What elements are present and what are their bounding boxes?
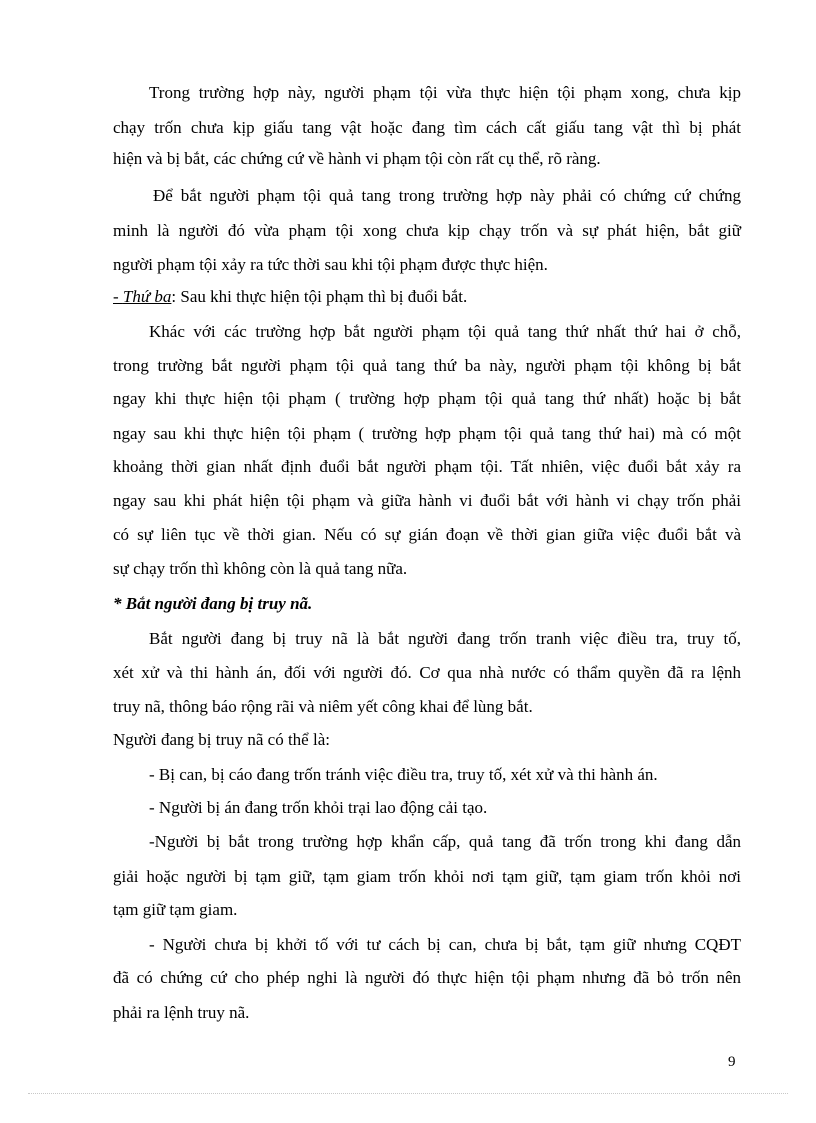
text-line bbox=[113, 286, 741, 308]
text-line: người phạm tội xảy ra tức thời sau khi tội phạm được thực hiện. bbox=[113, 255, 548, 274]
text-line: - Bị can, bị cáo đang trốn tránh việc điều tra, truy tố, xét xử và thi hành án. bbox=[149, 765, 658, 784]
text-line: tạm giữ tạm giam. bbox=[113, 900, 238, 919]
text-line: Trong trường hợp này, người phạm tội vừa thực hiện tội phạm xong, chưa kịp bbox=[149, 83, 741, 102]
text-line: ngay sau khi thực hiện tội phạm ( trường hợp phạm tội quả tang thứ hai) mà có một bbox=[113, 424, 741, 443]
text-line: Để bắt người phạm tội quả tang trong trường hợp này phải có chứng cứ chứng bbox=[153, 186, 741, 205]
text-line: Người đang bị truy nã có thể là: bbox=[113, 730, 330, 749]
text-line: minh là người đó vừa phạm tội xong chưa kịp chạy trốn và sự phát hiện, bắt giữ bbox=[113, 221, 741, 240]
list-prefix: - bbox=[113, 287, 123, 306]
text-line: trong trường bắt người phạm tội quả tang thứ ba này, người phạm tội không bị bắt bbox=[113, 356, 741, 375]
footer-divider bbox=[28, 1093, 788, 1094]
text-line: Khác với các trường hợp bắt người phạm tội quả tang thứ nhất thứ hai ở chỗ, bbox=[149, 322, 741, 341]
text-line: ngay sau khi phát hiện tội phạm và giữa hành vi đuổi bắt với hành vi chạy trốn phải bbox=[113, 491, 741, 510]
text-line: Bắt người đang bị truy nã là bắt người đang trốn tranh việc điều tra, truy tố, bbox=[149, 629, 741, 648]
text-line: chạy trốn chưa kịp giấu tang vật hoặc đang tìm cách cất giấu tang vật thì bị phát bbox=[113, 118, 741, 137]
section-heading: * Bắt người đang bị truy nã. bbox=[113, 594, 313, 613]
text-line: - Người bị án đang trốn khỏi trại lao động cải tạo. bbox=[149, 798, 488, 817]
text-line: ngay khi thực hiện tội phạm ( trường hợp phạm tội quả tang thứ nhất) hoặc bị bắt bbox=[113, 389, 741, 408]
text-line: giải hoặc người bị tạm giữ, tạm giam trốn khỏi nơi tạm giữ, tạm giam trốn khỏi nơi bbox=[113, 867, 741, 886]
text-line: sự chạy trốn thì không còn là quả tang nữa. bbox=[113, 559, 408, 578]
text-line: khoảng thời gian nhất định đuổi bắt người phạm tội. Tất nhiên, việc đuổi bắt xảy ra bbox=[113, 457, 741, 476]
inline-label: Thứ ba bbox=[122, 287, 172, 306]
text-line: truy nã, thông báo rộng rãi và niêm yết công khai để lùng bắt. bbox=[113, 697, 533, 716]
text-line: hiện và bị bắt, các chứng cứ về hành vi phạm tội còn rất cụ thể, rõ ràng. bbox=[113, 149, 601, 168]
text-line: đã có chứng cứ cho phép nghi là người đó thực hiện tội phạm nhưng đã bỏ trốn nên bbox=[113, 968, 741, 987]
text-line: có sự liên tục về thời gian. Nếu có sự gián đoạn về thời gian giữa việc đuổi bắt và bbox=[113, 525, 741, 544]
text-span: : Sau khi thực hiện tội phạm thì bị đuổi bắt. bbox=[171, 287, 468, 306]
page-number: 9 bbox=[728, 1054, 736, 1070]
text-line: xét xử và thi hành án, đối với người đó. Cơ qua nhà nước có thẩm quyền đã ra lệnh bbox=[113, 663, 741, 682]
text-line: phải ra lệnh truy nã. bbox=[113, 1003, 250, 1022]
text-line: - Người chưa bị khởi tố với tư cách bị can, chưa bị bắt, tạm giữ nhưng CQĐT bbox=[149, 935, 741, 954]
text-line: -Người bị bắt trong trường hợp khẩn cấp, quả tang đã trốn trong khi đang dẫn bbox=[149, 832, 741, 851]
